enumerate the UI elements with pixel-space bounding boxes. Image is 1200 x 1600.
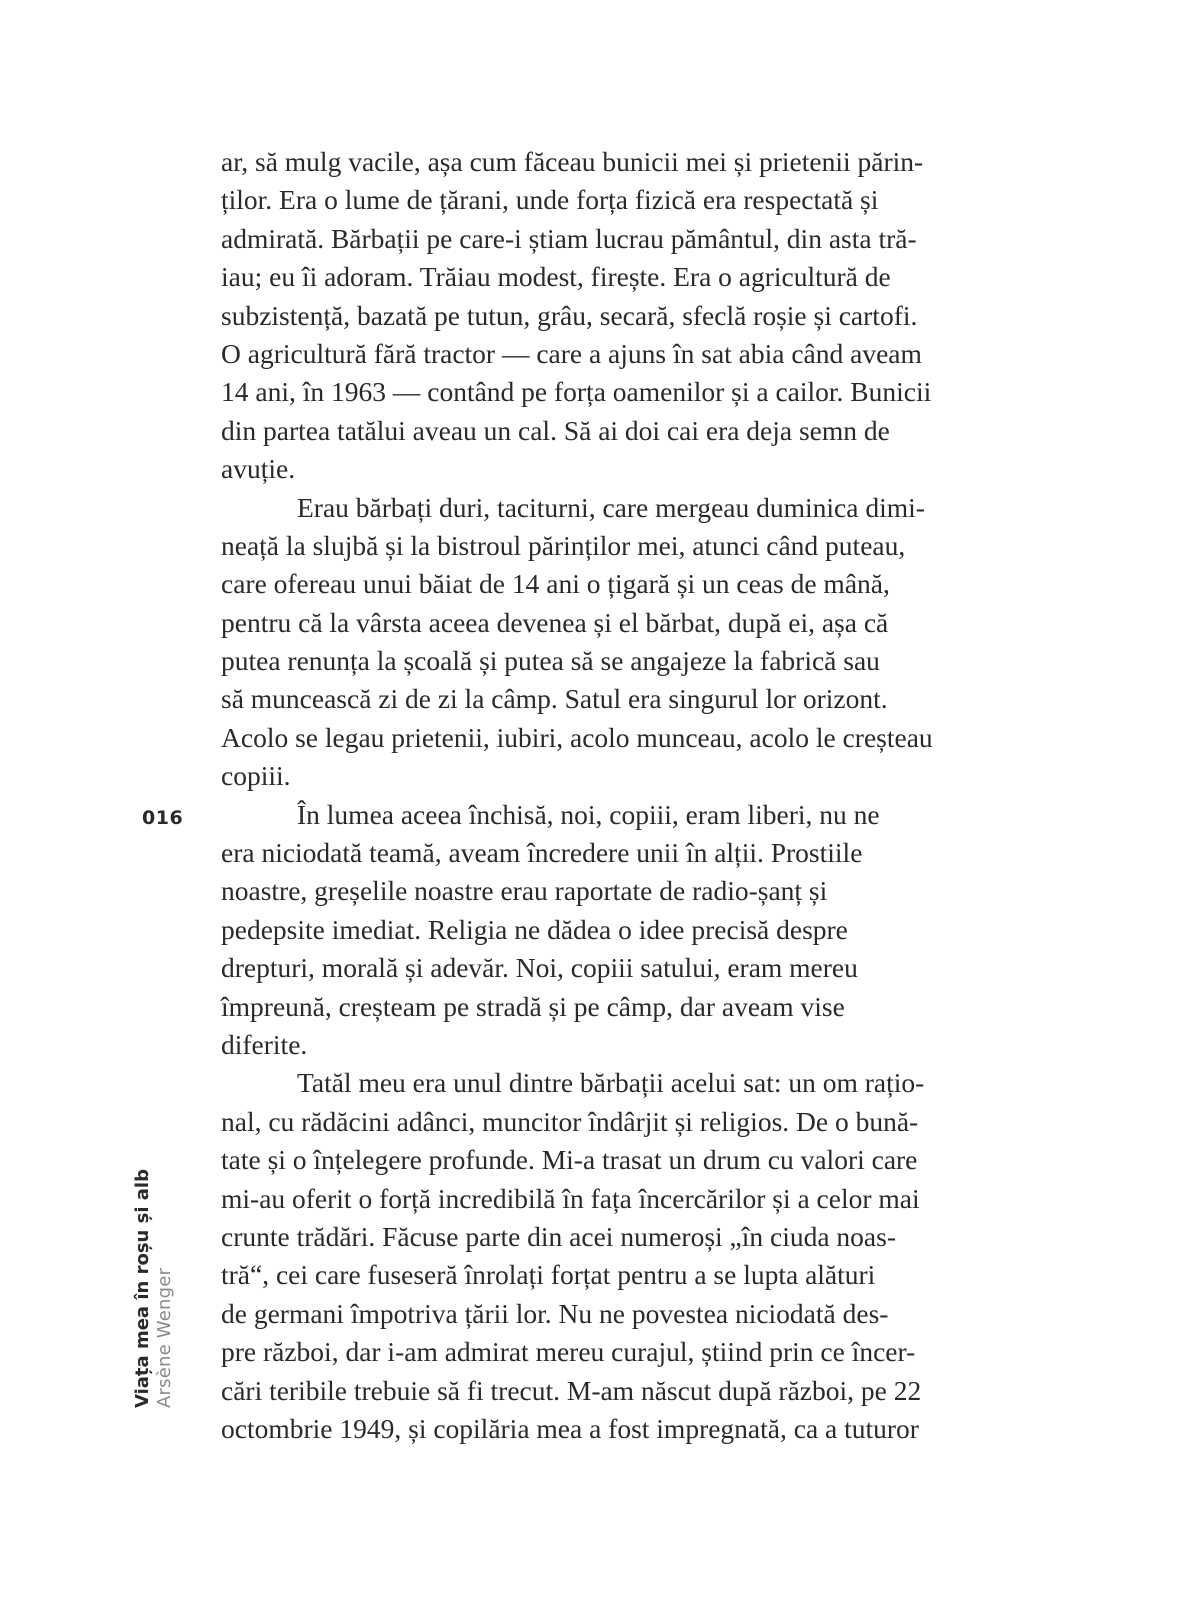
text-line: crunte trădări. Făcuse parte din acei numeroși „în ciuda noas- [221,1220,896,1252]
paragraph-first-line: Erau bărbați duri, taciturni, care mergeau duminica dimi- [297,491,925,523]
text-line: împreună, creșteam pe stradă și pe câmp, dar aveam vise [221,990,845,1022]
text-line: din partea tatălui aveau un cal. Să ai doi cai era deja semn de [221,414,890,446]
body-text [221,143,1001,1448]
text-line: care ofereau unui băiat de 14 ani o țigară și un ceas de mână, [221,568,890,600]
text-line: O agricultură fără tractor — care a ajuns în sat abia când aveam [221,337,922,369]
text-line: era niciodată teamă, aveam încredere unii în alții. Prostiile [221,837,863,869]
text-line: pentru că la vârsta aceea devenea și el bărbat, după ei, așa că [221,606,889,638]
text-line: drepturi, morală și adevăr. Noi, copiii satului, eram mereu [221,952,858,984]
text-line: să muncească zi de zi la câmp. Satul era singurul lor orizont. [221,683,888,715]
text-line: tate și o înțelegere profunde. Mi-a trasat un drum cu valori care [221,1144,918,1176]
text-line: diferite. [221,1028,308,1060]
text-line: pre război, dar i-am admirat mereu curajul, știind prin ce încer- [221,1336,916,1368]
paragraph-first-line: Tatăl meu era unul dintre bărbații acelui sat: un om rațio- [297,1067,925,1099]
paragraph-first-line: În lumea aceea închisă, noi, copiii, eram liberi, nu ne [297,798,880,830]
text-line: avuție. [221,453,296,485]
text-line: pedepsite imediat. Religia ne dădea o idee precisă despre [221,913,848,945]
text-line: copiii. [221,760,291,792]
text-line: iau; eu îi adoram. Trăiau modest, firește. Era o agricultură de [221,261,891,293]
text-line: cări teribile trebuie să fi trecut. M-am născut după război, pe 22 [221,1374,922,1406]
text-line: mi-au oferit o forță incredibilă în fața încercărilor și a celor mai [221,1182,920,1214]
text-line: tră“, cei care fuseseră înrolați forțat pentru a se lupta alături [221,1259,876,1291]
text-line: ar, să mulg vacile, așa cum făceau bunicii mei și prietenii părin- [221,146,924,177]
text-line: octombrie 1949, și copilăria mea a fost impregnată, ca a tuturor [221,1412,919,1444]
text-line: subzistență, bazată pe tutun, grâu, secară, sfeclă roșie și cartofi. [221,299,918,331]
text-line: Acolo se legau prietenii, iubiri, acolo munceau, acolo le creșteau [221,721,933,753]
text-line: putea renunța la școală și putea să se angajeze la fabrică sau [221,645,880,677]
book-author: Arsène Wenger [154,1267,175,1408]
text-line: ților. Era o lume de țărani, unde forța fizică era respectată și [221,184,879,216]
book-title: Viața mea în roșu și alb [132,1169,153,1408]
text-line: de germani împotriva țării lor. Nu ne povestea niciodată des- [221,1297,889,1329]
text-line: admirată. Bărbații pe care-i știam lucrau pământul, din asta tră- [221,222,917,254]
text-line: noastre, greșelile noastre erau raportate de radio-șanț și [221,875,828,907]
text-line: neață la slujbă și la bistroul părinților mei, atunci când puteau, [221,529,906,561]
page-number: 016 [142,807,184,829]
running-header-vertical [132,1169,176,1408]
text-line: nal, cu rădăcini adânci, muncitor îndârjit și religios. De o bună- [221,1105,919,1137]
text-line: 14 ani, în 1963 — contând pe forța oamenilor și a cailor. Bunicii [221,376,932,408]
